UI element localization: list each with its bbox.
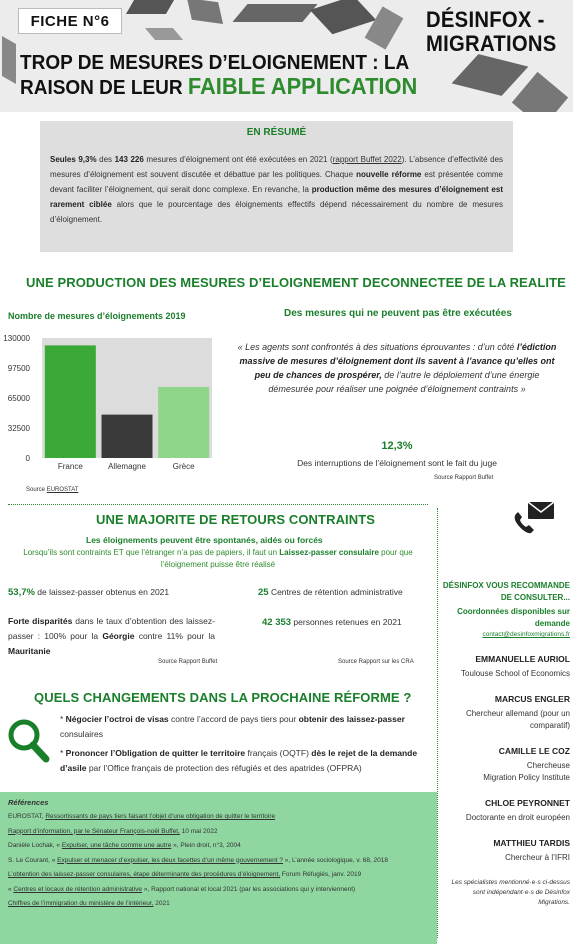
expert-entry bbox=[440, 746, 570, 784]
contact-email-link[interactable]: contact@desinfoxmigrations.fr bbox=[482, 631, 570, 638]
y-tick-label: 32500 bbox=[7, 424, 30, 433]
bullet-bold: Négocier l’octroi de visas bbox=[65, 714, 169, 724]
summary-bold: 143 226 bbox=[114, 155, 144, 164]
dotted-divider-vertical bbox=[437, 508, 438, 938]
expert-role: Migration Policy Institute bbox=[483, 773, 570, 782]
references-title: Références bbox=[8, 798, 49, 807]
ref-part: EUROSTAT, bbox=[8, 813, 46, 820]
title-line bbox=[20, 75, 438, 100]
summary-heading: EN RÉSUMÉ bbox=[246, 127, 307, 138]
y-tick-label: 97500 bbox=[7, 364, 30, 373]
reference-item bbox=[8, 854, 429, 869]
note-part: Lorsqu’ils sont contraints ET que l’étranger n’a pas de papiers, il faut un bbox=[23, 548, 280, 557]
expert-entry bbox=[440, 838, 570, 864]
expert-entry bbox=[440, 654, 570, 680]
references-box bbox=[0, 792, 437, 944]
source-prefix: Source bbox=[26, 487, 47, 493]
retours-subheading: Les éloignements peuvent être spontanés, aidés ou forcés bbox=[86, 535, 323, 545]
fiche-number-badge: FICHE N°6 bbox=[18, 8, 122, 34]
recommend-heading: DE CONSULTER... bbox=[500, 593, 570, 602]
stat-text: de laissez-passer obtenus en 2021 bbox=[34, 587, 170, 597]
bullet-part: contre l’accord de pays tiers pour bbox=[168, 714, 299, 724]
section-heading-reform: QUELS CHANGEMENTS DANS LA PROCHAINE RÉFORME ? bbox=[34, 690, 412, 705]
expert-entry bbox=[440, 798, 570, 824]
summary-bold: nouvelle réforme bbox=[356, 170, 422, 179]
summary-bold: Seules 9,3% bbox=[50, 155, 97, 164]
expert-name: MARCUS ENGLER bbox=[494, 694, 570, 704]
summary-span: des bbox=[96, 155, 115, 164]
stat-text: Centres de rétention administrative bbox=[268, 587, 403, 597]
chart-title: Nombre de mesures d’éloignements 2019 bbox=[8, 311, 186, 321]
title-highlight: FAIBLE APPLICATION bbox=[187, 73, 418, 99]
summary-bold: production même des mesures d’éloignement est rarement ciblée bbox=[50, 185, 503, 209]
disparities-bold: Forte disparités bbox=[8, 616, 73, 626]
x-category-label: Grèce bbox=[172, 462, 195, 471]
stat-value: 25 bbox=[258, 587, 269, 598]
shard-decoration bbox=[126, 0, 174, 14]
recommend-heading: DÉSINFOX VOUS RECOMMANDE bbox=[442, 581, 570, 590]
stat-cra-count bbox=[258, 587, 403, 598]
stat-source: Source Rapport Buffet bbox=[158, 659, 218, 665]
reference-item bbox=[8, 810, 429, 825]
right-column bbox=[440, 580, 570, 908]
bullet-bold: obtenir des laissez-passer bbox=[298, 714, 405, 724]
ref-link[interactable]: Expulser et menacer d’expulser, les deux facettes d’un même gouvernement ? bbox=[57, 856, 283, 864]
summary-span: alors que le pourcentage des éloignements effectifs dépend nécessairement du nombre de mesures d’éloignement. bbox=[50, 200, 503, 224]
expert-role: Toulouse School of Economics bbox=[461, 669, 570, 678]
quote-part: de l’autre le déploiement d’une énergie démesurée pour réaliser une poignée d’éloignement contraints » bbox=[268, 370, 540, 394]
non-executable-heading: Des mesures qui ne peuvent pas être exécutées bbox=[284, 308, 512, 319]
bullet-bold: dès le rejet de la demande d’asile bbox=[60, 748, 418, 773]
ref-part: Forum Réfugiés, janv. 2019 bbox=[280, 871, 362, 878]
expert-role: comparatif) bbox=[529, 721, 570, 730]
retours-note bbox=[8, 547, 428, 571]
stat-text: personnes retenues en 2021 bbox=[291, 617, 402, 627]
expert-name: MATTHIEU TARDIS bbox=[493, 838, 570, 848]
coordinates-note: Coordonnées disponibles sur bbox=[457, 607, 570, 616]
expert-role: Chercheuse bbox=[526, 761, 570, 770]
shard-decoration bbox=[310, 0, 376, 34]
judge-interruption-pct: 12,3% bbox=[381, 440, 413, 452]
expert-role: Doctorante en droit européen bbox=[465, 813, 570, 822]
shard-decoration bbox=[187, 0, 223, 24]
disparities-part: dans le taux d’obtention des laissez-passer : 100% pour la bbox=[8, 616, 215, 641]
expert-role: Chercheur à l’IFRI bbox=[505, 853, 570, 862]
title-line: TROP DE MESURES D’ELOIGNEMENT : LA bbox=[20, 52, 410, 74]
expert-name: CHLOE PEYRONNET bbox=[484, 798, 570, 808]
removal-measures-bar-chart bbox=[0, 326, 225, 486]
x-category-label: France bbox=[57, 462, 83, 471]
ref-link[interactable]: Ressortissants de pays tiers faisant l’objet d’une obligation de quitter le territoire bbox=[45, 813, 276, 820]
reference-item bbox=[8, 825, 429, 840]
quote-block bbox=[232, 340, 562, 396]
quote-bold: l’édiction massive de mesures d’éloignement dont ils savent à l’avance qu’elles ont peu de chances de prospérer, bbox=[239, 342, 557, 380]
expert-list bbox=[440, 654, 570, 864]
bullet-part: par l’Office français de protection des réfugiés et des apatrides (OFPRA) bbox=[86, 763, 362, 773]
magnifier-icon bbox=[4, 716, 52, 764]
disparities-text bbox=[8, 614, 215, 659]
y-tick-label: 0 bbox=[25, 454, 30, 463]
bullet-bold: Prononcer l’Obligation de quitter le territoire bbox=[65, 748, 246, 758]
judge-interruption-desc: Des interruptions de l’éloignement sont le fait du juge bbox=[297, 458, 497, 468]
title-text: RAISON DE LEUR bbox=[20, 77, 188, 99]
summary-text bbox=[50, 152, 503, 227]
reform-bullets bbox=[60, 712, 430, 776]
reference-item bbox=[8, 839, 429, 854]
ref-part: S. Le Courant, « bbox=[8, 856, 58, 864]
phone-envelope-icon bbox=[512, 500, 556, 536]
ref-link[interactable]: Expulser, une tâche comme une autre bbox=[61, 842, 172, 849]
shard-decoration bbox=[232, 4, 317, 22]
ref-link[interactable]: Chiffres de l’immigration du ministère de l’intérieur, bbox=[8, 900, 154, 907]
disparities-part: contre 11% pour la bbox=[134, 631, 215, 641]
stat-value: 53,7% bbox=[8, 587, 35, 598]
coordinates-note: demande bbox=[534, 619, 570, 628]
summary-link-buffet[interactable]: rapport Buffet 2022 bbox=[332, 155, 402, 164]
ref-part: 2021 bbox=[153, 900, 170, 907]
summary-span: mesures d’éloignement ont été exécutées en 2021 ( bbox=[143, 155, 333, 164]
disclaimer bbox=[440, 878, 570, 908]
x-category-label: Allemagne bbox=[108, 462, 146, 471]
brand-line: DÉSINFOX - bbox=[426, 7, 545, 32]
shard-decoration bbox=[2, 36, 16, 84]
page-header bbox=[0, 0, 573, 112]
note-part: pour que l’éloignement puisse être réalisé bbox=[160, 548, 413, 569]
quote-part: « Les agents sont confrontés à des situations éprouvantes : d’un côté bbox=[237, 342, 517, 352]
shard-decoration bbox=[512, 72, 568, 112]
page-title bbox=[20, 52, 438, 100]
bar-grce bbox=[158, 387, 209, 458]
y-tick-label: 130000 bbox=[3, 334, 30, 343]
summary-span: ). L’absence d’effectivité des mesures d’éloignement est souvent discutée et débattue par les politiques. Chaque bbox=[50, 155, 504, 179]
expert-name: EMMANUELLE AURIOL bbox=[475, 654, 570, 664]
brand-line: MIGRATIONS bbox=[426, 31, 557, 56]
source-link-eurostat[interactable]: EUROSTAT bbox=[46, 487, 79, 493]
bar-allemagne bbox=[102, 415, 153, 458]
ref-link[interactable]: L’obtention des laissez-passer consulaires, étape déterminante des procédures d’éloignement, bbox=[8, 871, 281, 878]
note-bold: Laissez-passer consulaire bbox=[279, 548, 379, 557]
bullet-mark: * bbox=[60, 748, 66, 758]
shard-decoration bbox=[452, 54, 529, 96]
stat-source: Source Rapport sur les CRA bbox=[338, 659, 414, 665]
stat-retained-count bbox=[262, 617, 402, 628]
ref-part: « bbox=[8, 885, 14, 893]
stat-source: Source Rapport Buffet bbox=[434, 475, 494, 481]
bar-france bbox=[45, 345, 96, 458]
section-heading-retours: UNE MAJORITE DE RETOURS CONTRAINTS bbox=[96, 512, 376, 527]
expert-name: CAMILLE LE COZ bbox=[498, 746, 570, 756]
ref-link[interactable]: Rapport d’information, par le Sénateur François-noël Buffet, bbox=[8, 827, 180, 835]
expert-role: Chercheur allemand (pour un bbox=[465, 709, 570, 718]
disclaimer-line: Les spécialistes mentionné·e·s ci-dessus bbox=[451, 879, 570, 886]
shard-decoration bbox=[145, 28, 183, 40]
stat-value: 42 353 bbox=[262, 617, 292, 628]
bullet-mark: * bbox=[60, 714, 66, 724]
ref-part: Danièle Lochak, « bbox=[8, 842, 62, 849]
ref-link[interactable]: Centres et locaux de rétention administrative bbox=[13, 885, 143, 893]
dotted-divider bbox=[8, 504, 428, 505]
disclaimer-line: Migrations. bbox=[538, 899, 570, 906]
reference-item bbox=[8, 868, 429, 883]
disclaimer-line: sont indépendant·e·s de Désinfox bbox=[472, 889, 570, 896]
stat-laissez-passer bbox=[8, 587, 169, 598]
bullet-part: consulaires bbox=[60, 729, 103, 739]
reform-bullet bbox=[60, 746, 430, 776]
summary-span: est présentée comme devant faciliter l’éloignement, qui serait donc complexe. En revanche, la bbox=[50, 170, 503, 194]
brand-logo bbox=[426, 8, 557, 56]
ref-part: 10 mai 2022 bbox=[179, 827, 218, 835]
bullet-part: français (OQTF) bbox=[245, 748, 312, 758]
reference-item bbox=[8, 897, 429, 912]
section-heading-production: UNE PRODUCTION DES MESURES D’ELOIGNEMENT DECONNECTEE DE LA REALITE bbox=[26, 275, 566, 290]
disparities-bold: Géorgie bbox=[102, 631, 135, 641]
y-tick-label: 65000 bbox=[7, 394, 30, 403]
ref-part: », L’année sociologique, v. 68, 2018 bbox=[282, 856, 389, 864]
expert-entry bbox=[440, 694, 570, 732]
reform-bullet bbox=[60, 712, 430, 742]
ref-part: », Rapport national et local 2021 (par les associations qui y interviennent) bbox=[142, 885, 356, 893]
ref-part: », Plein droit, n°3, 2004 bbox=[171, 842, 241, 849]
disparities-bold: Mauritanie bbox=[8, 646, 51, 656]
chart-source bbox=[26, 487, 78, 493]
summary-box bbox=[40, 121, 513, 252]
reference-item bbox=[8, 883, 429, 898]
